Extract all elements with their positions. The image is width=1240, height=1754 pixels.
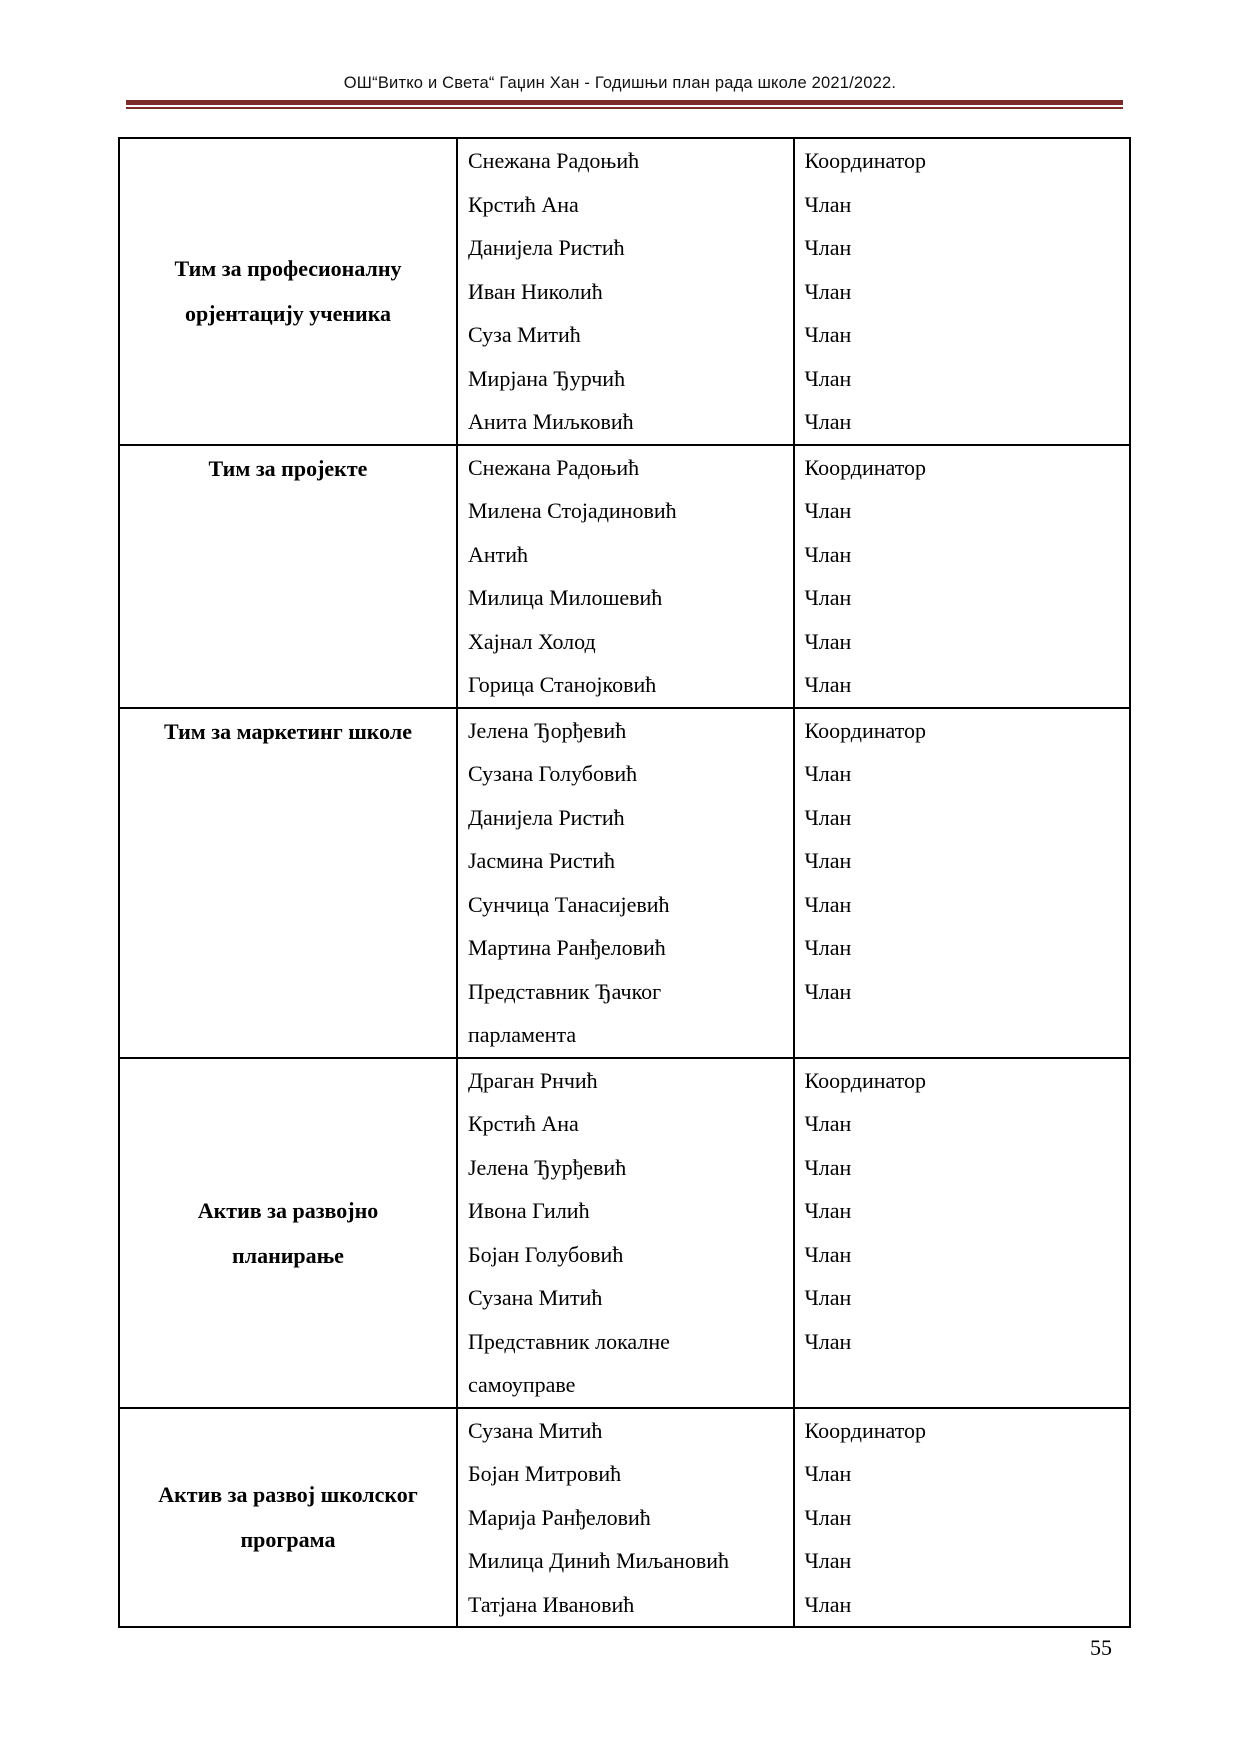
- member-name: Данијела Ристић: [468, 235, 625, 260]
- member-role: Члан: [804, 585, 852, 610]
- member-role: Члан: [804, 935, 852, 960]
- team-members-cell: [457, 1408, 794, 1628]
- team-roles-cell: [794, 1058, 1131, 1408]
- member-role: Члан: [804, 498, 852, 523]
- member-role: Члан: [804, 1241, 852, 1267]
- teams-table-body: [119, 138, 1130, 1627]
- team-roles-cell: [794, 138, 1131, 445]
- header-rule-thin: [126, 107, 1123, 109]
- team-name-line: Актив за развојно: [197, 1197, 379, 1223]
- team-name-line: програма: [240, 1527, 336, 1553]
- member-name: Снежана Радоњић: [468, 454, 640, 480]
- member-name: Милица Милошевић: [468, 585, 663, 610]
- member-role: Члан: [804, 628, 852, 654]
- member-role: Координатор: [804, 717, 927, 743]
- team-name-line: Актив за развој школског: [158, 1482, 418, 1508]
- team-row: [119, 445, 1130, 708]
- member-name: Иван Николић: [468, 278, 603, 304]
- member-name: парламента: [468, 1022, 577, 1047]
- member-name: Сунчица Танасијевић: [468, 891, 670, 917]
- member-role: Члан: [804, 409, 852, 434]
- member-role: Члан: [804, 1285, 852, 1310]
- member-role: Члан: [804, 322, 852, 347]
- member-role: Члан: [804, 891, 852, 917]
- member-name: Крстић Ана: [468, 191, 579, 217]
- team-name-line: планирање: [232, 1242, 344, 1268]
- member-role: [805, 1013, 1120, 1057]
- page-header-title: ОШ“Витко и Света“ Гаџин Хан - Годишњи план рада школе 2021/2022.: [343, 74, 897, 92]
- member-role: Члан: [804, 1461, 852, 1486]
- member-role: Члан: [804, 761, 852, 786]
- member-role: Члан: [804, 191, 852, 217]
- member-role: Члан: [804, 804, 852, 830]
- member-role: Члан: [804, 278, 852, 304]
- team-name-line: Тим за маркетинг школе: [163, 718, 412, 744]
- teams-table: [118, 137, 1131, 1628]
- member-role: Члан: [804, 541, 852, 567]
- member-name: Јелена Ђорђевић: [468, 717, 627, 743]
- member-role: Координатор: [804, 1417, 927, 1443]
- member-name: Сузана Митић: [468, 1285, 603, 1310]
- member-role: Координатор: [804, 148, 927, 173]
- team-name-line: Тим за пројекте: [208, 455, 368, 481]
- member-name: Анита Миљковић: [468, 409, 634, 434]
- member-name: Марија Ранђеловић: [468, 1504, 651, 1530]
- member-name: Бојан Митровић: [468, 1461, 622, 1486]
- member-name: Јасмина Ристић: [468, 848, 615, 873]
- team-row: [119, 138, 1130, 445]
- member-role: Члан: [804, 1198, 852, 1223]
- member-name: Горица Станојковић: [468, 672, 657, 697]
- member-name: Јелена Ђурђевић: [468, 1154, 627, 1180]
- member-role: Члан: [804, 672, 852, 697]
- team-row: [119, 1058, 1130, 1408]
- team-roles-cell: [794, 1408, 1131, 1628]
- team-members-cell: [457, 138, 794, 445]
- team-members-cell: [457, 445, 794, 708]
- team-roles-cell: [794, 445, 1131, 708]
- member-name: Мартина Ранђеловић: [468, 935, 666, 960]
- team-name-cell: [119, 708, 457, 1058]
- member-name: Представник локалне: [468, 1328, 670, 1354]
- team-name-cell: [119, 1058, 457, 1408]
- member-name: Данијела Ристић: [468, 804, 625, 830]
- team-roles-cell: [794, 708, 1131, 1058]
- team-members-cell: [457, 1058, 794, 1408]
- member-role: Члан: [804, 848, 852, 873]
- team-row: [119, 1408, 1130, 1628]
- member-name: Представник Ђачког: [468, 978, 662, 1004]
- member-name: Суза Митић: [468, 322, 581, 347]
- member-role: Координатор: [804, 1067, 927, 1093]
- member-name: Драган Рнчић: [468, 1067, 598, 1093]
- team-name-cell: [119, 445, 457, 708]
- member-role: Члан: [804, 1111, 852, 1136]
- member-role: Члан: [804, 1591, 852, 1617]
- member-role: Члан: [804, 1154, 852, 1180]
- team-members-cell: [457, 708, 794, 1058]
- member-name: Сузана Митић: [468, 1417, 603, 1443]
- member-name: Снежана Радоњић: [468, 148, 640, 173]
- member-name: Татјана Ивановић: [468, 1591, 635, 1617]
- team-name-line: Тим за професионалну: [174, 256, 402, 282]
- member-name: Мирјана Ђурчић: [468, 365, 626, 391]
- member-name: Хајнал Холод: [468, 628, 596, 654]
- member-role: Члан: [804, 1328, 852, 1354]
- member-role: Члан: [804, 1504, 852, 1530]
- member-name: Антић: [468, 541, 529, 567]
- member-name: Крстић Ана: [468, 1111, 579, 1136]
- member-role: Члан: [804, 1548, 852, 1573]
- member-role: [805, 1363, 1120, 1407]
- team-name-cell: [119, 1408, 457, 1628]
- member-name: Сузана Голубовић: [468, 761, 638, 786]
- member-role: Члан: [804, 365, 852, 391]
- member-name: самоуправе: [468, 1372, 576, 1397]
- member-role: Члан: [804, 235, 852, 260]
- page-number: 55: [1090, 1635, 1112, 1660]
- member-role: Члан: [804, 978, 852, 1004]
- team-name-cell: [119, 138, 457, 445]
- member-role: Координатор: [804, 454, 927, 480]
- member-name: Милена Стојадиновић: [468, 498, 677, 523]
- member-name: Бојан Голубовић: [468, 1241, 624, 1267]
- member-name: Милица Динић Миљановић: [468, 1548, 729, 1573]
- header-rule-thick: [126, 100, 1123, 105]
- team-name-line: орјентацију ученика: [184, 301, 392, 327]
- team-row: [119, 708, 1130, 1058]
- member-name: Ивона Гилић: [468, 1198, 590, 1223]
